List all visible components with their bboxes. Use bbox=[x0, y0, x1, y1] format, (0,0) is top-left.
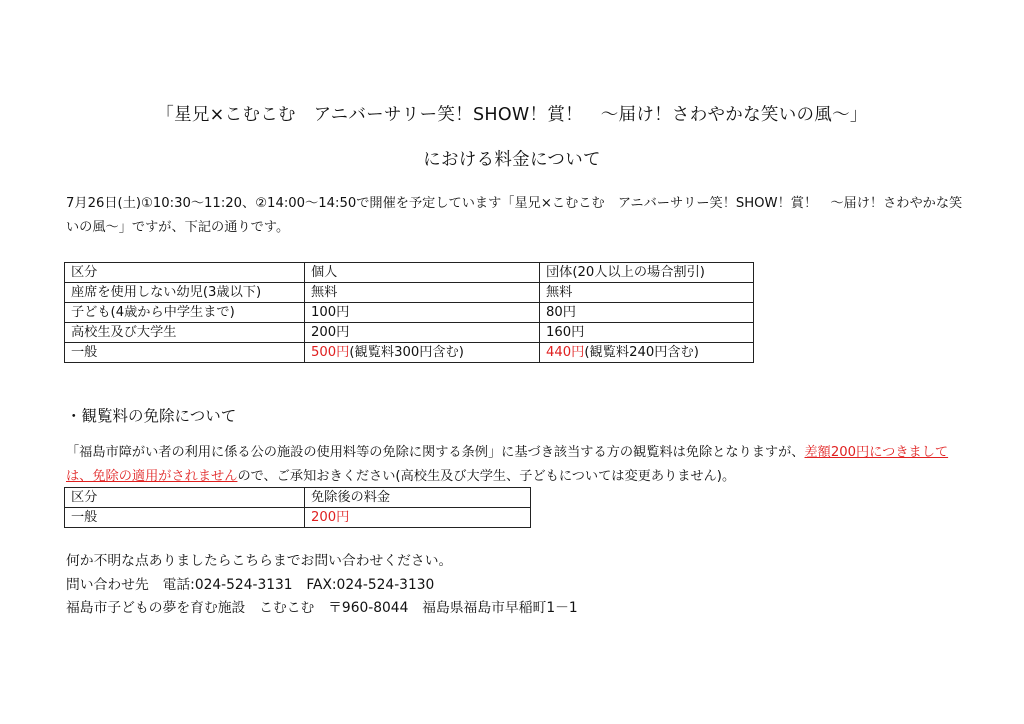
header-category: 区分 bbox=[65, 488, 305, 508]
general-individual-note: (観覧料300円含む) bbox=[349, 344, 464, 360]
general-individual-cell bbox=[305, 343, 540, 363]
exemption-heading: ・観覧料の免除について bbox=[66, 407, 237, 425]
table-row bbox=[65, 323, 754, 343]
general-group-cell bbox=[540, 343, 754, 363]
row-category: 一般 bbox=[65, 508, 305, 528]
general-individual-price: 500円 bbox=[311, 344, 350, 360]
exemption-paragraph bbox=[66, 441, 966, 489]
row-individual-price: 100円 bbox=[305, 303, 540, 323]
header-group: 団体(20人以上の場合割引) bbox=[540, 263, 754, 283]
row-individual-price: 200円 bbox=[305, 323, 540, 343]
general-group-price: 440円 bbox=[546, 344, 585, 360]
row-category: 高校生及び大学生 bbox=[65, 323, 305, 343]
row-category: 座席を使用しない幼児(3歳以下) bbox=[65, 283, 305, 303]
table-row bbox=[65, 508, 531, 528]
exemption-text-before: 「福島市障がい者の利用に係る公の施設の使用料等の免除に関する条例」に基づき該当する方の観覧料は免除となりますが、 bbox=[66, 445, 805, 460]
header-individual: 個人 bbox=[305, 263, 540, 283]
table-row bbox=[65, 283, 754, 303]
general-group-note: (観覧料240円含む) bbox=[584, 344, 699, 360]
contact-address: 福島市子どもの夢を育む施設 こむこむ 〒960-8044 福島県福島市早稲町1－1 bbox=[66, 600, 578, 616]
exemption-table bbox=[64, 487, 531, 528]
document-title: 「星兄×こむこむ アニバーサリー笑！SHOW！賞！ ～届け！さわやかな笑いの風～」 bbox=[156, 105, 868, 125]
header-category: 区分 bbox=[65, 263, 305, 283]
row-group-price: 80円 bbox=[540, 303, 754, 323]
table-row bbox=[65, 303, 754, 323]
table-row-general bbox=[65, 343, 754, 363]
exemption-text-highlight: 差額200円につきましては、免除の適用がされません bbox=[66, 445, 949, 484]
header-fee-after-exemption: 免除後の料金 bbox=[305, 488, 531, 508]
row-category: 子ども(4歳から中学生まで) bbox=[65, 303, 305, 323]
row-individual-price: 無料 bbox=[305, 283, 540, 303]
fee-table bbox=[64, 262, 754, 363]
table-header-row bbox=[65, 488, 531, 508]
exemption-text-after: ので、ご承知おきください(高校生及び大学生、子どもについては変更ありません)。 bbox=[237, 469, 736, 484]
contact-inquiry-note: 何か不明な点ありましたらこちらまでお問い合わせください。 bbox=[66, 553, 453, 569]
intro-paragraph: 7月26日(土)①10:30～11:20、②14:00～14:50で開催を予定しています「星兄×こむこむ アニバーサリー笑！SHOW！賞！ ～届け！さわやかな笑いの風～」ですが、下記の通りです。 bbox=[66, 196, 963, 235]
contact-block bbox=[66, 550, 966, 621]
row-group-price: 160円 bbox=[540, 323, 754, 343]
document-subtitle: における料金について bbox=[423, 150, 601, 170]
row-category: 一般 bbox=[65, 343, 305, 363]
table-header-row bbox=[65, 263, 754, 283]
row-price: 200円 bbox=[305, 508, 531, 528]
row-group-price: 無料 bbox=[540, 283, 754, 303]
contact-phone-fax: 問い合わせ先 電話:024-524-3131 FAX:024-524-3130 bbox=[66, 576, 435, 593]
